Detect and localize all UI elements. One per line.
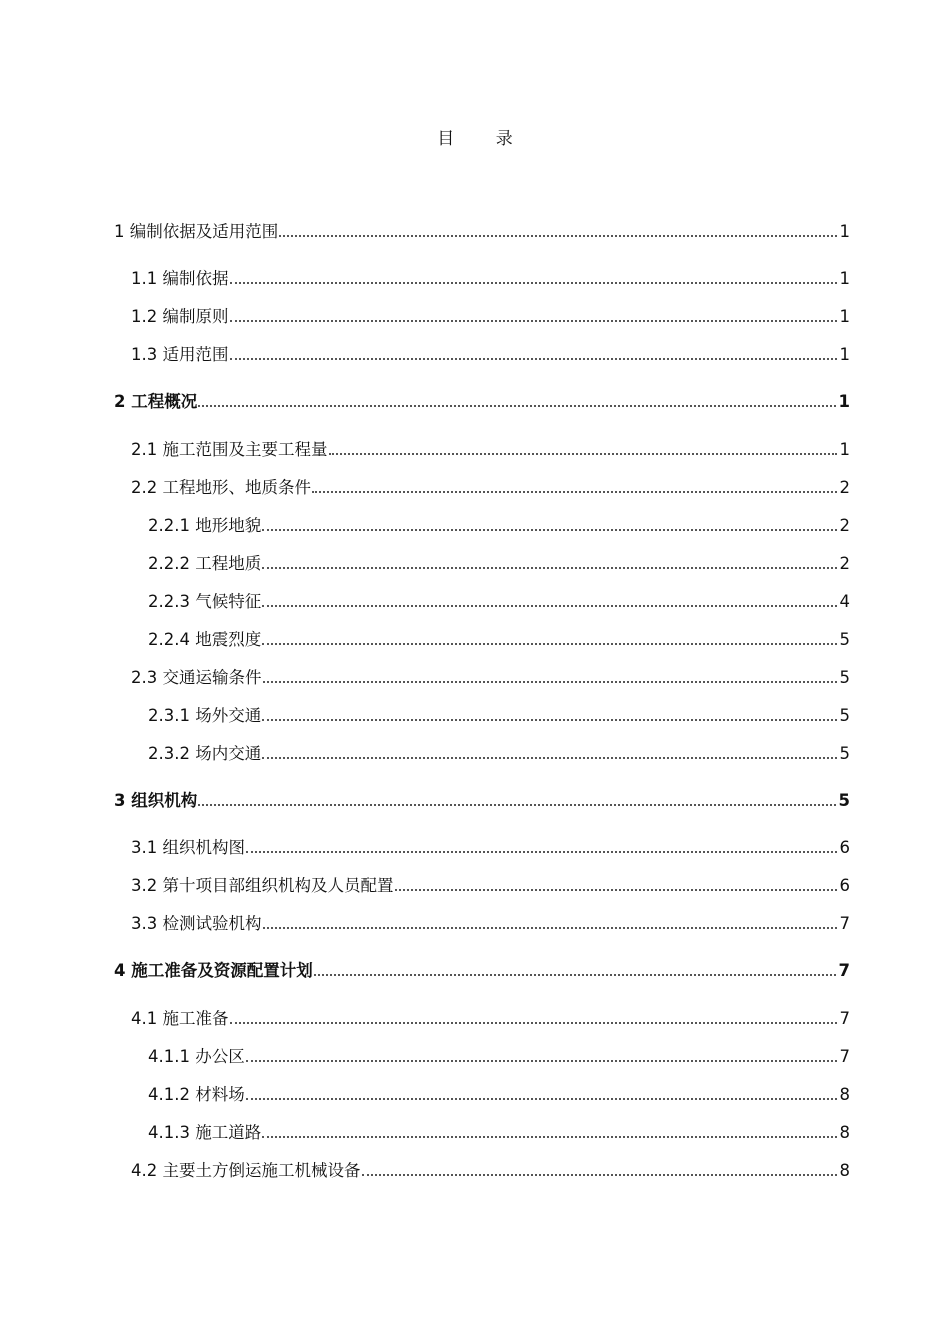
toc-entry-page: 8 <box>839 1161 850 1180</box>
toc-leader-dots <box>262 566 836 569</box>
toc-leader-dots <box>198 803 835 806</box>
toc-entry-4-2[interactable] <box>131 1159 850 1183</box>
toc-entry-label: 1 编制依据及适用范围 <box>114 222 279 241</box>
toc-entry-page: 8 <box>839 1123 850 1142</box>
toc-entry-1-3[interactable] <box>131 343 850 367</box>
toc-entry-page: 1 <box>839 440 850 459</box>
toc-entry-label: 2.2 工程地形、地质条件 <box>131 478 311 497</box>
toc-entry-page: 2 <box>839 478 850 497</box>
toc-entry-page: 1 <box>839 345 850 364</box>
toc-entry-page: 1 <box>839 269 850 288</box>
toc-entry-page: 5 <box>839 706 850 725</box>
toc-entry-page: 6 <box>839 838 850 857</box>
toc-entry-label: 4.1.1 办公区 <box>148 1047 245 1066</box>
toc-entry-label: 2.2.3 气候特征 <box>148 592 262 611</box>
toc-entry-page: 5 <box>838 791 850 810</box>
toc-entry-page: 2 <box>839 554 850 573</box>
toc-entry-2-2-1[interactable] <box>148 514 850 538</box>
toc-leader-dots <box>246 850 837 853</box>
toc-entry-label: 1.1 编制依据 <box>131 269 229 288</box>
toc-entry-3-1[interactable] <box>131 836 850 860</box>
toc-leader-dots <box>395 888 837 891</box>
toc-leader-dots <box>262 756 836 759</box>
toc-leader-dots <box>246 1059 837 1062</box>
toc-leader-dots <box>246 1097 837 1100</box>
toc-leader-dots <box>314 973 836 976</box>
toc-leader-dots <box>230 357 837 360</box>
toc-entry-page: 5 <box>839 668 850 687</box>
toc-entry-label: 1.2 编制原则 <box>131 307 229 326</box>
toc-entry-label: 3 组织机构 <box>114 791 198 810</box>
toc-entry-1[interactable] <box>114 220 850 244</box>
toc-entry-2-3[interactable] <box>131 666 850 690</box>
toc-leader-dots <box>262 642 836 645</box>
toc-entry-2[interactable] <box>114 390 850 414</box>
toc-entry-2-3-1[interactable] <box>148 704 850 728</box>
toc-leader-dots <box>230 281 837 284</box>
toc-entry-label: 2 工程概况 <box>114 392 198 411</box>
toc-entry-label: 2.2.4 地震烈度 <box>148 630 262 649</box>
toc-leader-dots <box>262 1135 836 1138</box>
toc-entry-page: 4 <box>839 592 850 611</box>
toc-entry-page: 7 <box>839 1047 850 1066</box>
toc-entry-3[interactable] <box>114 789 850 813</box>
toc-entry-page: 8 <box>839 1085 850 1104</box>
toc-leader-dots <box>312 490 837 493</box>
toc-leader-dots <box>263 680 837 683</box>
toc-leader-dots <box>230 1021 837 1024</box>
toc-leader-dots <box>329 452 837 455</box>
toc-entry-label: 3.2 第十项目部组织机构及人员配置 <box>131 876 394 895</box>
toc-leader-dots <box>198 404 835 407</box>
toc-entry-2-2-2[interactable] <box>148 552 850 576</box>
toc-entry-page: 1 <box>839 222 850 241</box>
toc-leader-dots <box>230 319 837 322</box>
toc-entry-4[interactable] <box>114 959 850 983</box>
toc-entry-2-1[interactable] <box>131 438 850 462</box>
toc-entry-page: 2 <box>839 516 850 535</box>
toc-entry-page: 5 <box>839 630 850 649</box>
toc-entry-label: 4.2 主要土方倒运施工机械设备 <box>131 1161 361 1180</box>
toc-entry-page: 6 <box>839 876 850 895</box>
toc-entry-2-2-3[interactable] <box>148 590 850 614</box>
toc-entry-4-1-1[interactable] <box>148 1045 850 1069</box>
toc-entry-page: 7 <box>838 961 850 980</box>
toc-entry-3-2[interactable] <box>131 874 850 898</box>
toc-entry-label: 3.3 检测试验机构 <box>131 914 262 933</box>
toc-leader-dots <box>262 718 836 721</box>
toc-leader-dots <box>279 234 836 237</box>
toc-leader-dots <box>362 1173 837 1176</box>
toc-entry-page: 1 <box>839 307 850 326</box>
toc-entry-4-1[interactable] <box>131 1007 850 1031</box>
toc-leader-dots <box>262 604 836 607</box>
toc-entry-label: 1.3 适用范围 <box>131 345 229 364</box>
toc-entry-4-1-3[interactable] <box>148 1121 850 1145</box>
toc-entry-label: 2.1 施工范围及主要工程量 <box>131 440 328 459</box>
toc-entry-label: 4.1 施工准备 <box>131 1009 229 1028</box>
toc-entry-4-1-2[interactable] <box>148 1083 850 1107</box>
toc-entry-label: 4.1.3 施工道路 <box>148 1123 262 1142</box>
toc-entry-page: 7 <box>839 1009 850 1028</box>
toc-entry-page: 5 <box>839 744 850 763</box>
toc-entry-page: 1 <box>838 392 850 411</box>
toc-entry-label: 3.1 组织机构图 <box>131 838 245 857</box>
toc-entry-label: 2.3.1 场外交通 <box>148 706 262 725</box>
toc-entry-2-2-4[interactable] <box>148 628 850 652</box>
toc-leader-dots <box>262 528 836 531</box>
toc-entry-1-1[interactable] <box>131 267 850 291</box>
toc-entry-label: 2.3 交通运输条件 <box>131 668 262 687</box>
toc-entry-3-3[interactable] <box>131 912 850 936</box>
toc-entry-label: 2.3.2 场内交通 <box>148 744 262 763</box>
toc-entry-label: 4.1.2 材料场 <box>148 1085 245 1104</box>
toc-entry-2-3-2[interactable] <box>148 742 850 766</box>
toc-leader-dots <box>263 926 837 929</box>
toc-entry-label: 2.2.1 地形地貌 <box>148 516 262 535</box>
toc-entry-label: 2.2.2 工程地质 <box>148 554 262 573</box>
toc-entry-2-2[interactable] <box>131 476 850 500</box>
toc-title: 目 录 <box>437 129 531 149</box>
toc-entry-page: 7 <box>839 914 850 933</box>
toc-entry-label: 4 施工准备及资源配置计划 <box>114 961 313 980</box>
toc-entry-1-2[interactable] <box>131 305 850 329</box>
